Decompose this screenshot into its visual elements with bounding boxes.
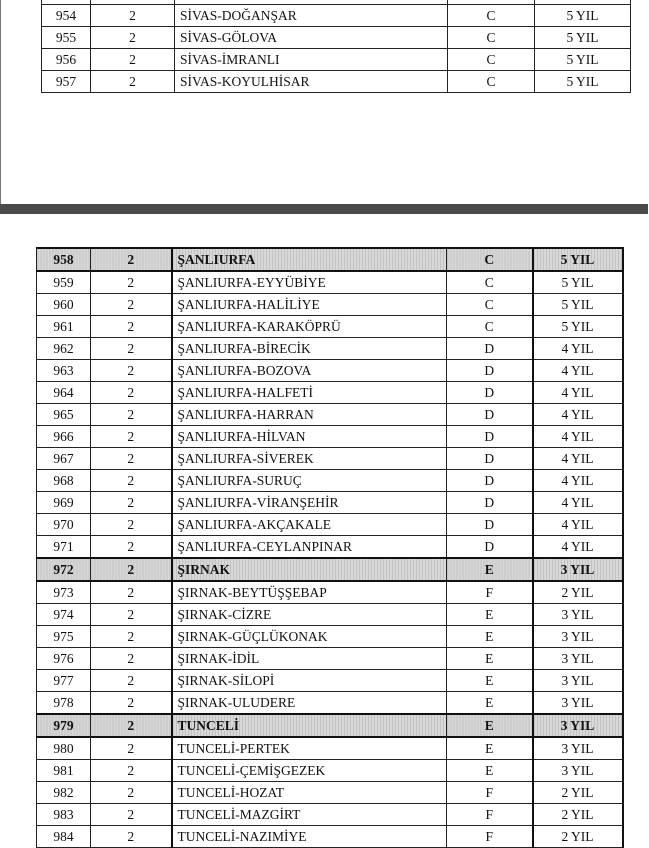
row-number-cell: 974 [37, 604, 91, 626]
class-cell: F [447, 804, 533, 826]
table-row [37, 316, 623, 338]
region-cell: 2 [91, 804, 172, 826]
row-number-cell: 984 [37, 826, 91, 848]
period-cell: 2 YIL [533, 804, 623, 826]
period-cell: 3 YIL [533, 604, 623, 626]
class-cell: C [448, 27, 535, 49]
class-cell: D [447, 360, 533, 382]
period-cell: 4 YIL [533, 360, 623, 382]
table-row [37, 782, 623, 804]
class-cell: D [447, 514, 533, 536]
table-row [37, 492, 623, 514]
class-cell: C [447, 316, 533, 338]
table-row [37, 294, 623, 316]
row-number-cell: 965 [37, 404, 91, 426]
period-cell: 3 YIL [533, 760, 623, 782]
row-number-cell: 980 [37, 737, 91, 760]
region-cell: 2 [91, 382, 172, 404]
row-number-cell: 967 [37, 448, 91, 470]
district-name-cell: ŞANLIURFA-BİRECİK [172, 338, 447, 360]
region-cell: 2 [91, 338, 172, 360]
period-cell: 2 YIL [533, 581, 623, 604]
row-number-cell: 961 [37, 316, 91, 338]
region-cell: 2 [91, 470, 172, 492]
table-row [37, 581, 623, 604]
district-name-cell: ŞANLIURFA-SİVEREK [172, 448, 447, 470]
class-cell: E [447, 737, 533, 760]
class-cell: C [447, 248, 533, 271]
district-name-cell: SİVAS-KOYULHİSAR [175, 71, 448, 93]
row-number-cell: 979 [37, 714, 91, 737]
district-name-cell: ŞANLIURFA-HARRAN [172, 404, 447, 426]
table-row [37, 338, 623, 360]
region-cell: 2 [91, 294, 172, 316]
period-cell: 4 YIL [533, 382, 623, 404]
district-name-cell: ŞANLIURFA-HALFETİ [172, 382, 447, 404]
class-cell: C [448, 49, 535, 71]
period-cell: 3 YIL [533, 626, 623, 648]
row-number-cell: 954 [42, 5, 91, 27]
period-cell: 5 YIL [535, 49, 631, 71]
row-number-cell: 975 [37, 626, 91, 648]
table-row [37, 648, 623, 670]
region-cell: 2 [91, 648, 172, 670]
class-cell: E [447, 604, 533, 626]
class-cell: E [447, 670, 533, 692]
district-name-cell: ŞANLIURFA-KARAKÖPRÜ [172, 316, 447, 338]
row-number-cell: 963 [37, 360, 91, 382]
table-row [37, 360, 623, 382]
class-cell: D [447, 536, 533, 559]
class-cell: E [447, 692, 533, 715]
district-name-cell: TUNCELİ-NAZIMİYE [172, 826, 447, 848]
period-cell: 5 YIL [535, 27, 631, 49]
region-cell: 2 [91, 248, 172, 271]
table-row [42, 27, 631, 49]
region-cell: 2 [91, 581, 172, 604]
row-number-cell: 970 [37, 514, 91, 536]
period-cell: 5 YIL [535, 5, 631, 27]
period-cell: 4 YIL [533, 404, 623, 426]
row-number-cell: 982 [37, 782, 91, 804]
district-name-cell: TUNCELİ [172, 714, 447, 737]
district-name-cell: ŞIRNAK-SİLOPİ [172, 670, 447, 692]
region-cell: 2 [91, 49, 175, 71]
class-cell: E [447, 714, 533, 737]
period-cell: 4 YIL [533, 514, 623, 536]
district-name-cell: TUNCELİ-PERTEK [172, 737, 447, 760]
period-cell: 4 YIL [533, 492, 623, 514]
document-page-top [0, 0, 649, 204]
period-cell: 3 YIL [533, 670, 623, 692]
table-row [42, 49, 631, 71]
period-cell: 4 YIL [533, 536, 623, 559]
table-row [37, 692, 623, 715]
district-name-cell: SİVAS-İMRANLI [175, 49, 448, 71]
district-name-cell: TUNCELİ-HOZAT [172, 782, 447, 804]
region-cell: 2 [91, 271, 172, 294]
region-cell: 2 [91, 604, 172, 626]
class-cell: C [447, 294, 533, 316]
region-cell: 2 [91, 514, 172, 536]
period-cell: 2 YIL [533, 782, 623, 804]
region-cell: 2 [91, 558, 172, 581]
district-name-cell: ŞIRNAK [172, 558, 447, 581]
row-number-cell: 956 [42, 49, 91, 71]
row-number-cell: 978 [37, 692, 91, 715]
class-cell: C [448, 5, 535, 27]
region-cell: 2 [91, 316, 172, 338]
region-cell: 2 [91, 448, 172, 470]
class-cell: F [447, 782, 533, 804]
period-cell: 5 YIL [533, 294, 623, 316]
row-number-cell: 955 [42, 27, 91, 49]
class-cell: C [448, 71, 535, 93]
document-page-bottom [0, 214, 648, 844]
region-cell: 2 [91, 826, 172, 848]
row-number-cell: 973 [37, 581, 91, 604]
region-cell: 2 [91, 360, 172, 382]
table-row [37, 760, 623, 782]
region-cell: 2 [91, 737, 172, 760]
district-name-cell: ŞANLIURFA-BOZOVA [172, 360, 447, 382]
class-cell: D [447, 338, 533, 360]
region-cell: 2 [91, 27, 175, 49]
class-cell: E [447, 648, 533, 670]
district-name-cell: ŞANLIURFA-HALİLİYE [172, 294, 447, 316]
period-cell: 3 YIL [533, 714, 623, 737]
district-name-cell: ŞIRNAK-GÜÇLÜKONAK [172, 626, 447, 648]
district-name-cell: TUNCELİ-MAZGİRT [172, 804, 447, 826]
table-row [37, 470, 623, 492]
period-cell: 5 YIL [533, 248, 623, 271]
class-cell: F [447, 581, 533, 604]
district-name-cell: ŞANLIURFA-EYYÜBİYE [172, 271, 447, 294]
row-number-cell: 957 [42, 71, 91, 93]
district-name-cell: ŞANLIURFA-VİRANŞEHİR [172, 492, 447, 514]
table-row [37, 382, 623, 404]
row-number-cell: 976 [37, 648, 91, 670]
table-row [37, 626, 623, 648]
district-name-cell: ŞANLIURFA-AKÇAKALE [172, 514, 447, 536]
province-row [37, 714, 623, 737]
district-name-cell: SİVAS-DOĞANŞAR [175, 5, 448, 27]
district-name-cell: ŞIRNAK-ULUDERE [172, 692, 447, 715]
period-cell: 5 YIL [533, 316, 623, 338]
page-divider [0, 204, 648, 214]
region-cell: 2 [91, 71, 175, 93]
period-cell: 2 YIL [533, 826, 623, 848]
row-number-cell: 981 [37, 760, 91, 782]
region-cell: 2 [91, 670, 172, 692]
class-cell: F [447, 826, 533, 848]
district-name-cell: ŞANLIURFA-HİLVAN [172, 426, 447, 448]
region-cell: 2 [91, 5, 175, 27]
row-number-cell: 962 [37, 338, 91, 360]
table-row [37, 826, 623, 848]
region-cell: 2 [91, 626, 172, 648]
period-cell: 4 YIL [533, 426, 623, 448]
district-name-cell: ŞANLIURFA-SURUÇ [172, 470, 447, 492]
table-row [37, 804, 623, 826]
district-name-cell: SİVAS-GÖLOVA [175, 27, 448, 49]
row-number-cell: 977 [37, 670, 91, 692]
region-cell: 2 [91, 492, 172, 514]
district-table-bottom [36, 247, 624, 848]
table-row [37, 271, 623, 294]
region-cell: 2 [91, 404, 172, 426]
class-cell: D [447, 470, 533, 492]
period-cell: 3 YIL [533, 692, 623, 715]
table-row [37, 426, 623, 448]
district-table-top [41, 0, 631, 93]
region-cell: 2 [91, 426, 172, 448]
row-number-cell: 960 [37, 294, 91, 316]
row-number-cell: 966 [37, 426, 91, 448]
class-cell: E [447, 558, 533, 581]
table-row [37, 514, 623, 536]
district-name-cell: TUNCELİ-ÇEMİŞGEZEK [172, 760, 447, 782]
class-cell: C [447, 271, 533, 294]
table-row [37, 737, 623, 760]
period-cell: 4 YIL [533, 338, 623, 360]
table-row [42, 71, 631, 93]
table-row [37, 604, 623, 626]
district-name-cell: ŞIRNAK-İDİL [172, 648, 447, 670]
period-cell: 4 YIL [533, 470, 623, 492]
district-name-cell: ŞANLIURFA [172, 248, 447, 271]
class-cell: D [447, 404, 533, 426]
class-cell: D [447, 382, 533, 404]
region-cell: 2 [91, 760, 172, 782]
period-cell: 5 YIL [533, 271, 623, 294]
class-cell: D [447, 448, 533, 470]
row-number-cell: 969 [37, 492, 91, 514]
class-cell: E [447, 626, 533, 648]
period-cell: 3 YIL [533, 737, 623, 760]
row-number-cell: 983 [37, 804, 91, 826]
row-number-cell: 968 [37, 470, 91, 492]
class-cell: D [447, 426, 533, 448]
row-number-cell: 971 [37, 536, 91, 559]
period-cell: 3 YIL [533, 558, 623, 581]
region-cell: 2 [91, 714, 172, 737]
row-number-cell: 972 [37, 558, 91, 581]
row-number-cell: 964 [37, 382, 91, 404]
class-cell: D [447, 492, 533, 514]
period-cell: 5 YIL [535, 71, 631, 93]
region-cell: 2 [91, 692, 172, 715]
table-row [37, 670, 623, 692]
region-cell: 2 [91, 782, 172, 804]
row-number-cell: 958 [37, 248, 91, 271]
table-row [37, 404, 623, 426]
district-name-cell: ŞANLIURFA-CEYLANPINAR [172, 536, 447, 559]
table-row [37, 448, 623, 470]
row-number-cell: 959 [37, 271, 91, 294]
district-name-cell: ŞIRNAK-CİZRE [172, 604, 447, 626]
class-cell: E [447, 760, 533, 782]
period-cell: 3 YIL [533, 648, 623, 670]
table-row [37, 536, 623, 559]
district-name-cell: ŞIRNAK-BEYTÜŞŞEBAP [172, 581, 447, 604]
province-row [37, 248, 623, 271]
table-row [42, 5, 631, 27]
period-cell: 4 YIL [533, 448, 623, 470]
region-cell: 2 [91, 536, 172, 559]
province-row [37, 558, 623, 581]
